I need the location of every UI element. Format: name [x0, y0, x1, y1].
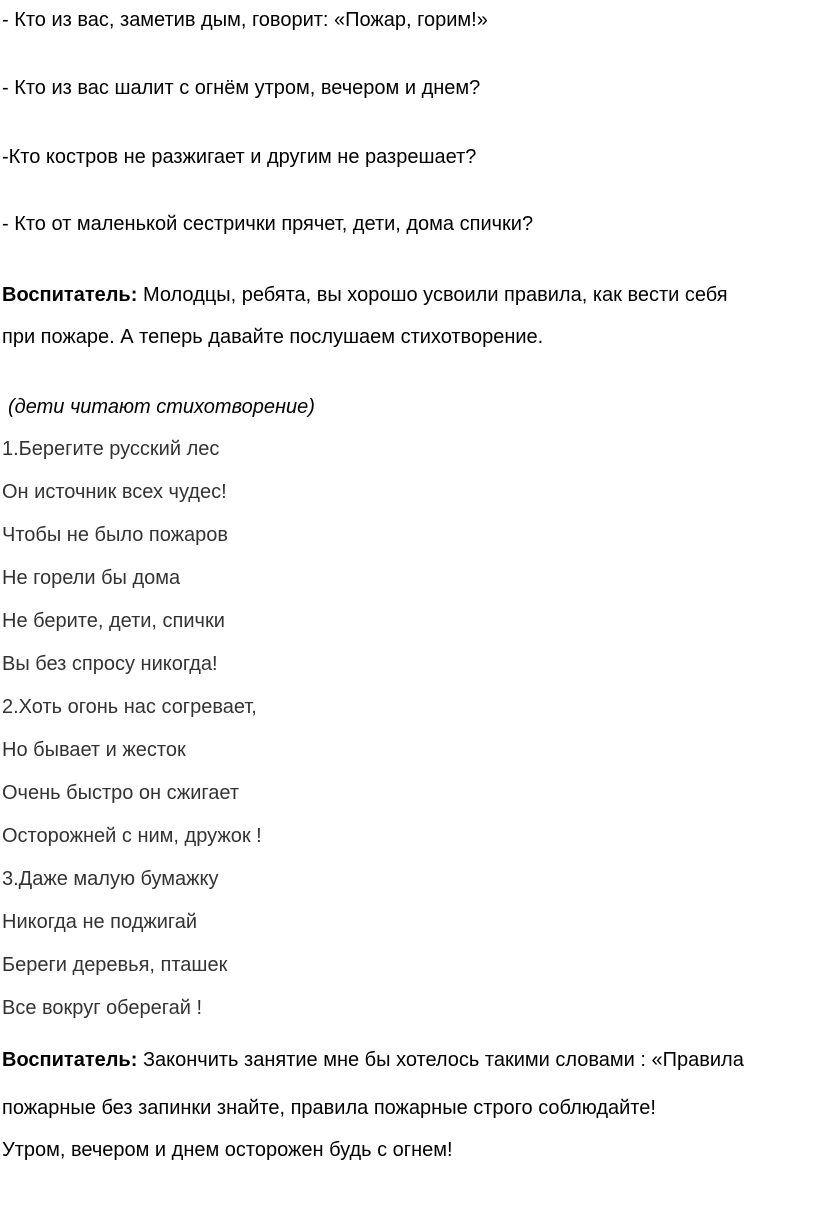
poem-line: Не берите, дети, спички [2, 610, 225, 632]
poem-line: Он источник всех чудес! [2, 481, 227, 503]
poem-line: Никогда не поджигай [2, 911, 198, 933]
speaker-label: Воспитатель: [2, 1049, 138, 1071]
teacher-speech-continued: пожарные без запинки знайте, правила пожарные строго соблюдайте! [2, 1097, 656, 1119]
question-line: - Кто от маленькой сестрички прячет, дети, дома спички? [2, 213, 534, 235]
poem-line: Осторожней с ним, дружок ! [2, 825, 262, 847]
poem-line: Не горели бы дома [2, 567, 181, 589]
teacher-speech: Молодцы, ребята, вы хорошо усвоили правила, как вести себя [137, 284, 728, 306]
question-line: - Кто из вас, заметив дым, говорит: «Пожар, горим!» [2, 9, 488, 31]
poem-line: 2.Хоть огонь нас согревает, [2, 696, 257, 718]
question-line: - Кто из вас шалит с огнём утром, вечером и днем? [2, 77, 481, 99]
teacher-speech: Закончить занятие мне бы хотелось такими словами : «Правила [137, 1049, 744, 1071]
poem-line: Вы без спросу никогда! [2, 653, 218, 675]
poem-line: Все вокруг оберегай ! [2, 997, 203, 1019]
teacher-speech-continued: Утром, вечером и днем осторожен будь с огнем! [2, 1139, 453, 1161]
poem-line: 1.Берегите русский лес [2, 438, 220, 460]
poem-line: Береги деревья, пташек [2, 954, 228, 976]
speaker-label: Воспитатель: [2, 284, 138, 306]
teacher-paragraph-2 [2, 1048, 744, 1072]
poem-line: Чтобы не было пожаров [2, 524, 229, 546]
question-line: -Кто костров не разжигает и другим не разрешает? [2, 146, 477, 168]
teacher-speech-continued: при пожаре. А теперь давайте послушаем стихотворение. [2, 326, 544, 348]
poem-line: 3.Даже малую бумажку [2, 868, 219, 890]
poem-line: Но бывает и жесток [2, 739, 186, 761]
teacher-paragraph-1 [2, 283, 728, 307]
stage-direction: (дети читают стихотворение) [8, 396, 315, 418]
poem-line: Очень быстро он сжигает [2, 782, 240, 804]
